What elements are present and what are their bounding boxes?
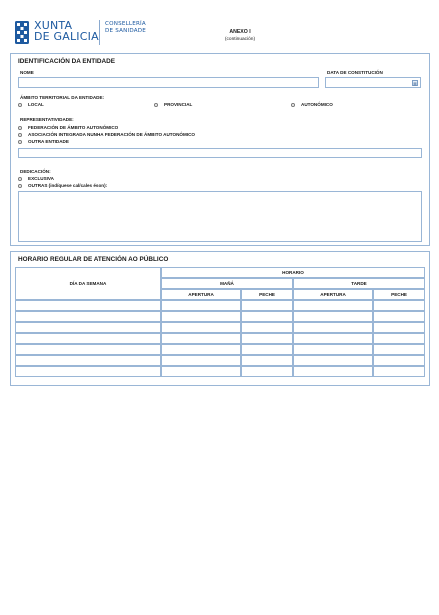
table-row: [15, 311, 425, 322]
radio-icon[interactable]: [291, 103, 295, 107]
radio-federacion[interactable]: FEDERACIÓN DE ÁMBITO AUTONÓMICO: [18, 125, 118, 130]
table-row: [15, 344, 425, 355]
tarde-apertura-input[interactable]: [293, 366, 373, 377]
tarde-peche-input[interactable]: [373, 344, 425, 355]
ambito-label: ÁMBITO TERRITORIAL DA ENTIDADE:: [20, 95, 105, 100]
manha-apertura-input[interactable]: [161, 333, 241, 344]
calendar-icon[interactable]: ▦: [413, 81, 417, 86]
radio-outra-entidade[interactable]: OUTRA ENTIDADE: [18, 139, 69, 144]
table-row: [15, 366, 425, 377]
header-dia-semana: DÍA DA SEMANA: [15, 267, 161, 300]
tarde-apertura-input[interactable]: [293, 322, 373, 333]
manha-peche-input[interactable]: [241, 344, 293, 355]
section-title-identificacion: IDENTIFICACIÓN DA ENTIDADE: [18, 58, 116, 65]
identificacion-section: [10, 53, 430, 246]
manha-apertura-input[interactable]: [161, 311, 241, 322]
radio-exclusiva[interactable]: EXCLUSIVA: [18, 176, 54, 181]
radio-outras[interactable]: OUTRAS (indíquese cal/cales éson):: [18, 183, 107, 188]
dedicacion-label: DEDICACIÓN:: [20, 169, 51, 174]
manha-peche-input[interactable]: [241, 300, 293, 311]
table-row: [15, 300, 425, 311]
tarde-apertura-input[interactable]: [293, 311, 373, 322]
manha-peche-input[interactable]: [241, 333, 293, 344]
manha-apertura-input[interactable]: [161, 355, 241, 366]
outras-textarea[interactable]: [18, 191, 422, 242]
radio-icon[interactable]: [18, 133, 22, 137]
manha-apertura-input[interactable]: [161, 366, 241, 377]
manha-peche-input[interactable]: [241, 311, 293, 322]
dia-input[interactable]: [15, 322, 161, 333]
tarde-apertura-input[interactable]: [293, 333, 373, 344]
manha-peche-input[interactable]: [241, 322, 293, 333]
logo-divider: [99, 20, 100, 45]
radio-asociacion-integrada[interactable]: ASOCIACIÓN INTEGRADA NUNHA FEDERACIÓN DE ÁMBITO AUTONÓMICO: [18, 132, 195, 137]
tarde-peche-input[interactable]: [373, 322, 425, 333]
radio-icon[interactable]: [18, 177, 22, 181]
anexo-title: ANEXO I (continuación): [224, 29, 256, 42]
horario-table: [15, 267, 425, 377]
dia-input[interactable]: [15, 311, 161, 322]
manha-peche-input[interactable]: [241, 366, 293, 377]
tarde-peche-input[interactable]: [373, 355, 425, 366]
header-peche-manha: PECHE: [241, 289, 293, 300]
header-peche-tarde: PECHE: [373, 289, 425, 300]
dia-input[interactable]: [15, 355, 161, 366]
table-row: [15, 355, 425, 366]
conselleria-name: CONSELLERÍA DE SANIDADE: [105, 21, 147, 34]
data-constitucion-input[interactable]: [325, 77, 421, 88]
header-manha: MAÑÁ: [161, 278, 293, 289]
manha-apertura-input[interactable]: [161, 300, 241, 311]
manha-peche-input[interactable]: [241, 355, 293, 366]
dia-input[interactable]: [15, 333, 161, 344]
header-horario: HORARIO: [161, 267, 425, 278]
manha-apertura-input[interactable]: [161, 322, 241, 333]
manha-apertura-input[interactable]: [161, 344, 241, 355]
section-title-horario: HORARIO REGULAR DE ATENCIÓN AO PÚBLICO: [18, 256, 169, 263]
dia-input[interactable]: [15, 366, 161, 377]
tarde-apertura-input[interactable]: [293, 355, 373, 366]
radio-ambito-provincial[interactable]: PROVINCIAL: [154, 102, 192, 107]
tarde-apertura-input[interactable]: [293, 344, 373, 355]
radio-icon[interactable]: [18, 103, 22, 107]
tarde-peche-input[interactable]: [373, 366, 425, 377]
outra-entidade-input[interactable]: [18, 148, 422, 158]
representatividade-label: REPRESENTATIVIDADE:: [20, 117, 74, 122]
radio-ambito-autonomico[interactable]: AUTONÓMICO: [291, 102, 333, 107]
nome-input[interactable]: [18, 77, 319, 88]
table-row: [15, 333, 425, 344]
radio-ambito-local[interactable]: LOCAL: [18, 102, 44, 107]
nome-label: NOME: [20, 70, 34, 75]
dia-input[interactable]: [15, 344, 161, 355]
radio-icon[interactable]: [18, 184, 22, 188]
xunta-seal-logo: [14, 20, 30, 45]
radio-icon[interactable]: [18, 140, 22, 144]
horario-rows: [15, 300, 425, 377]
dia-input[interactable]: [15, 300, 161, 311]
header-apertura-manha: APERTURA: [161, 289, 241, 300]
tarde-peche-input[interactable]: [373, 333, 425, 344]
page-header: [14, 18, 434, 48]
data-constitucion-label: DATA DE CONSTITUCIÓN: [327, 70, 383, 75]
header-apertura-tarde: APERTURA: [293, 289, 373, 300]
xunta-logo-text: XUNTA DE GALICIA: [34, 19, 99, 43]
radio-icon[interactable]: [18, 126, 22, 130]
radio-icon[interactable]: [154, 103, 158, 107]
tarde-peche-input[interactable]: [373, 311, 425, 322]
header-tarde: TARDE: [293, 278, 425, 289]
tarde-apertura-input[interactable]: [293, 300, 373, 311]
table-row: [15, 322, 425, 333]
tarde-peche-input[interactable]: [373, 300, 425, 311]
